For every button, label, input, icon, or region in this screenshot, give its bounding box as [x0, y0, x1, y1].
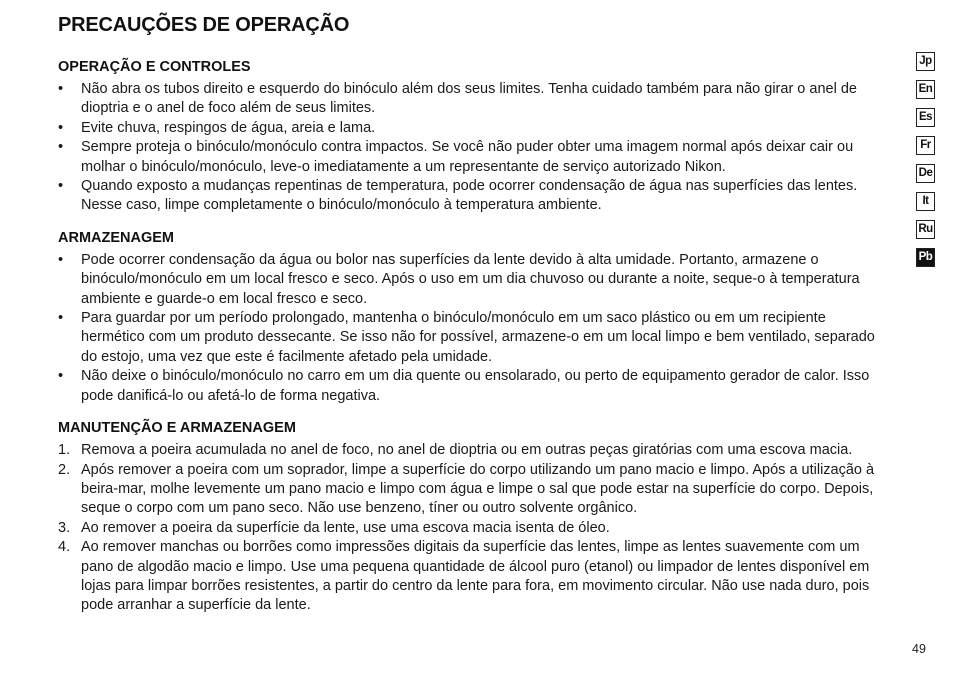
language-tab-it[interactable]: It [916, 192, 935, 211]
section-heading: ARMAZENAGEM [58, 229, 174, 246]
list-item-text: Não deixe o binóculo/monóculo no carro em um dia quente ou ensolarado, ou perto de equipamento gerador de calor. Isso pode danificá-lo ou afetá-lo de forma negativa. [81, 368, 870, 404]
language-tab-en[interactable]: En [916, 80, 935, 99]
language-tab-ru[interactable]: Ru [916, 220, 935, 239]
list-item [58, 177, 893, 216]
section-maintenance-storage [58, 419, 893, 616]
list-item-text: Para guardar por um período prolongado, mantenha o binóculo/monóculo em um saco plástico ou em um recipiente hermético com um produto dessecante. Se isso não for possível, armazene-o em um local limpo e bem ventilado, separado do estojo, uma vez que este é facilmente afetado pela umidade. [81, 310, 875, 365]
section-storage [58, 229, 893, 406]
list-item [58, 441, 893, 460]
list-item-text: Não abra os tubos direito e esquerdo do binóculo além dos seus limites. Tenha cuidado também para não girar o anel de dioptria e o anel de foco além de seus limites. [81, 81, 857, 117]
bullet-list [58, 80, 893, 216]
section-heading: MANUTENÇÃO E ARMAZENAGEM [58, 420, 296, 437]
language-tabs [916, 52, 935, 276]
item-number: 2. [58, 461, 71, 478]
language-tab-jp[interactable]: Jp [916, 52, 935, 71]
list-item [58, 251, 893, 309]
bullet-marker: • [58, 251, 64, 268]
bullet-marker: • [58, 178, 64, 195]
language-tab-fr[interactable]: Fr [916, 136, 935, 155]
list-item-text: Evite chuva, respingos de água, areia e lama. [81, 119, 376, 136]
list-item-text: Remova a poeira acumulada no anel de foco, no anel de dioptria ou em outras peças giratórias com uma escova macia. [81, 442, 853, 459]
list-item-text: Sempre proteja o binóculo/monóculo contra impactos. Se você não puder obter uma imagem normal após deixar cair ou molhar o binóculo/monóculo, leve-o imediatamente a um representante de serviço autorizado Nikon. [81, 139, 854, 175]
language-tab-es[interactable]: Es [916, 108, 935, 127]
item-number: 3. [58, 519, 71, 536]
list-item [58, 119, 893, 138]
page-number: 49 [912, 642, 926, 656]
bullet-marker: • [58, 139, 64, 156]
bullet-marker: • [58, 310, 64, 327]
list-item [58, 519, 893, 538]
language-tab-pb[interactable]: Pb [916, 248, 935, 267]
list-item-text: Pode ocorrer condensação da água ou bolor nas superfícies da lente devido à alta umidade. Portanto, armazene o binóculo/monóculo em um local fresco e seco. Após o uso em um dia chuvoso ou durante a noite, seque-o à temperatura ambiente e guarde-o em local fresco e seco. [81, 251, 860, 307]
bullet-marker: • [58, 81, 64, 97]
item-number: 1. [58, 442, 71, 459]
section-operation-controls [58, 58, 893, 216]
list-item [58, 80, 893, 119]
list-item [58, 138, 893, 177]
list-item-text: Após remover a poeira com um soprador, limpe a superfície do corpo utilizando um pano macio e limpo. Após a utilização à beira-mar, molhe levemente um pano macio e limpo com água e limpe o sal que pode estar na superfície do corpo. Depois, seque o corpo com um pano seco. Não use benzeno, tíner ou outro solvente orgânico. [81, 461, 875, 517]
list-item [58, 461, 893, 519]
list-item [58, 309, 893, 367]
section-heading: OPERAÇÃO E CONTROLES [58, 59, 251, 75]
list-item-text: Quando exposto a mudanças repentinas de temperatura, pode ocorrer condensação de água nas superfícies das lentes. Nesse caso, limpe completamente o binóculo/monóculo à temperatura ambiente. [81, 178, 858, 214]
bullet-list [58, 251, 893, 406]
list-item [58, 367, 893, 406]
list-item-text: Ao remover manchas ou borrões como impressões digitais da superfície das lentes, limpe as lentes suavemente com um pano de algodão macio e limpo. Use uma pequena quantidade de álcool puro (etanol) ou limpador de lentes disponível em lojas para limpar borrões resistentes, a partir do centro da lente para fora, em movimento circular. Não use nada duro, pois pode arranhar a superfície da lente. [81, 539, 870, 614]
page-title: PRECAUÇÕES DE OPERAÇÃO [58, 14, 350, 36]
bullet-marker: • [58, 368, 64, 385]
numbered-list [58, 441, 893, 616]
document-body [58, 58, 893, 629]
bullet-marker: • [58, 119, 64, 136]
list-item [58, 538, 893, 616]
language-tab-de[interactable]: De [916, 164, 935, 183]
list-item-text: Ao remover a poeira da superfície da lente, use uma escova macia isenta de óleo. [81, 519, 610, 536]
item-number: 4. [58, 539, 71, 556]
